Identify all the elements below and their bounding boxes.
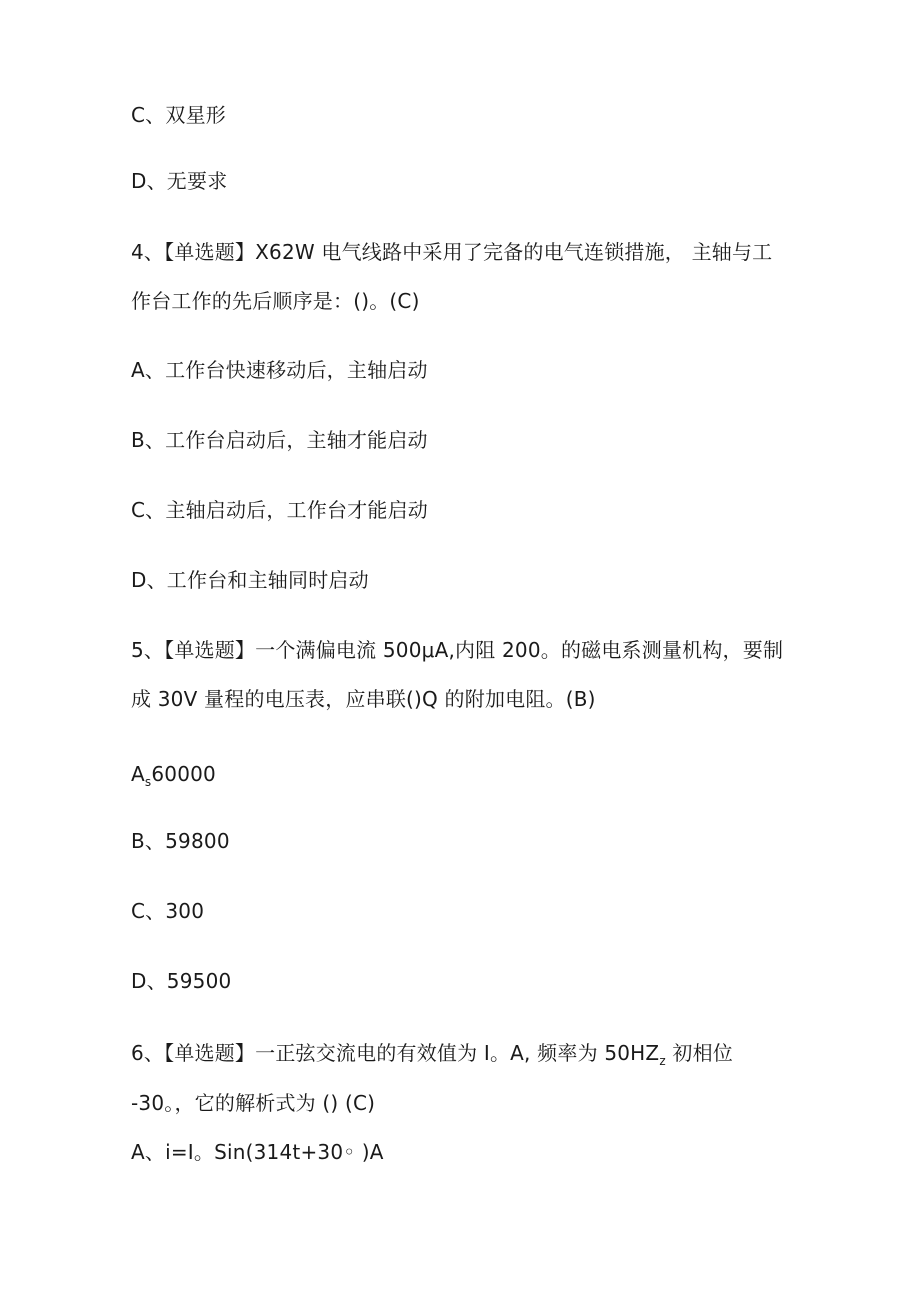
q5-option-d: D、59500 [131,969,232,993]
q4-option-b: B、工作台启动后，主轴才能启动 [131,428,428,452]
q4-stem-line2: 作台工作的先后顺序是：()。(C) [131,289,420,313]
q4-option-c: C、主轴启动后，工作台才能启动 [131,498,428,522]
q4-option-d: D、工作台和主轴同时启动 [131,568,369,592]
q3-option-c: C、双星形 [131,103,226,127]
q6-stem-text-end: 初相位 [665,1041,733,1065]
q5-option-a-subscript: s [144,775,152,789]
q5-stem-line2: 成 30V 量程的电压表，应串联()Q 的附加电阻。(B) [131,687,596,711]
q5-stem-line1: 5、【单选题】一个满偏电流 500μA,内阻 200。的磁电系测量机构，要制 [131,638,784,662]
q6-stem-line2: -30。，它的解析式为 () (C) [131,1091,376,1115]
q5-option-b: B、59800 [131,829,230,853]
q6-stem-line1 [131,1039,733,1067]
q3-option-d: D、无要求 [131,169,228,193]
q5-option-a [131,760,216,788]
q5-option-c: C、300 [131,899,205,923]
q4-option-a: A、工作台快速移动后，主轴启动 [131,358,428,382]
q6-stem-subscript: z [659,1054,666,1068]
q6-option-a: A、i=I。Sin(314t+30◦ )A [131,1140,384,1164]
q5-option-a-letter: A [131,762,145,786]
q5-option-a-value: 60000 [151,762,216,786]
q4-stem-line1: 4、【单选题】X62W 电气线路中采用了完备的电气连锁措施， 主轴与工 [131,240,773,264]
q6-stem-text: 6、【单选题】一正弦交流电的有效值为 I。A, 频率为 50HZ [131,1041,660,1065]
